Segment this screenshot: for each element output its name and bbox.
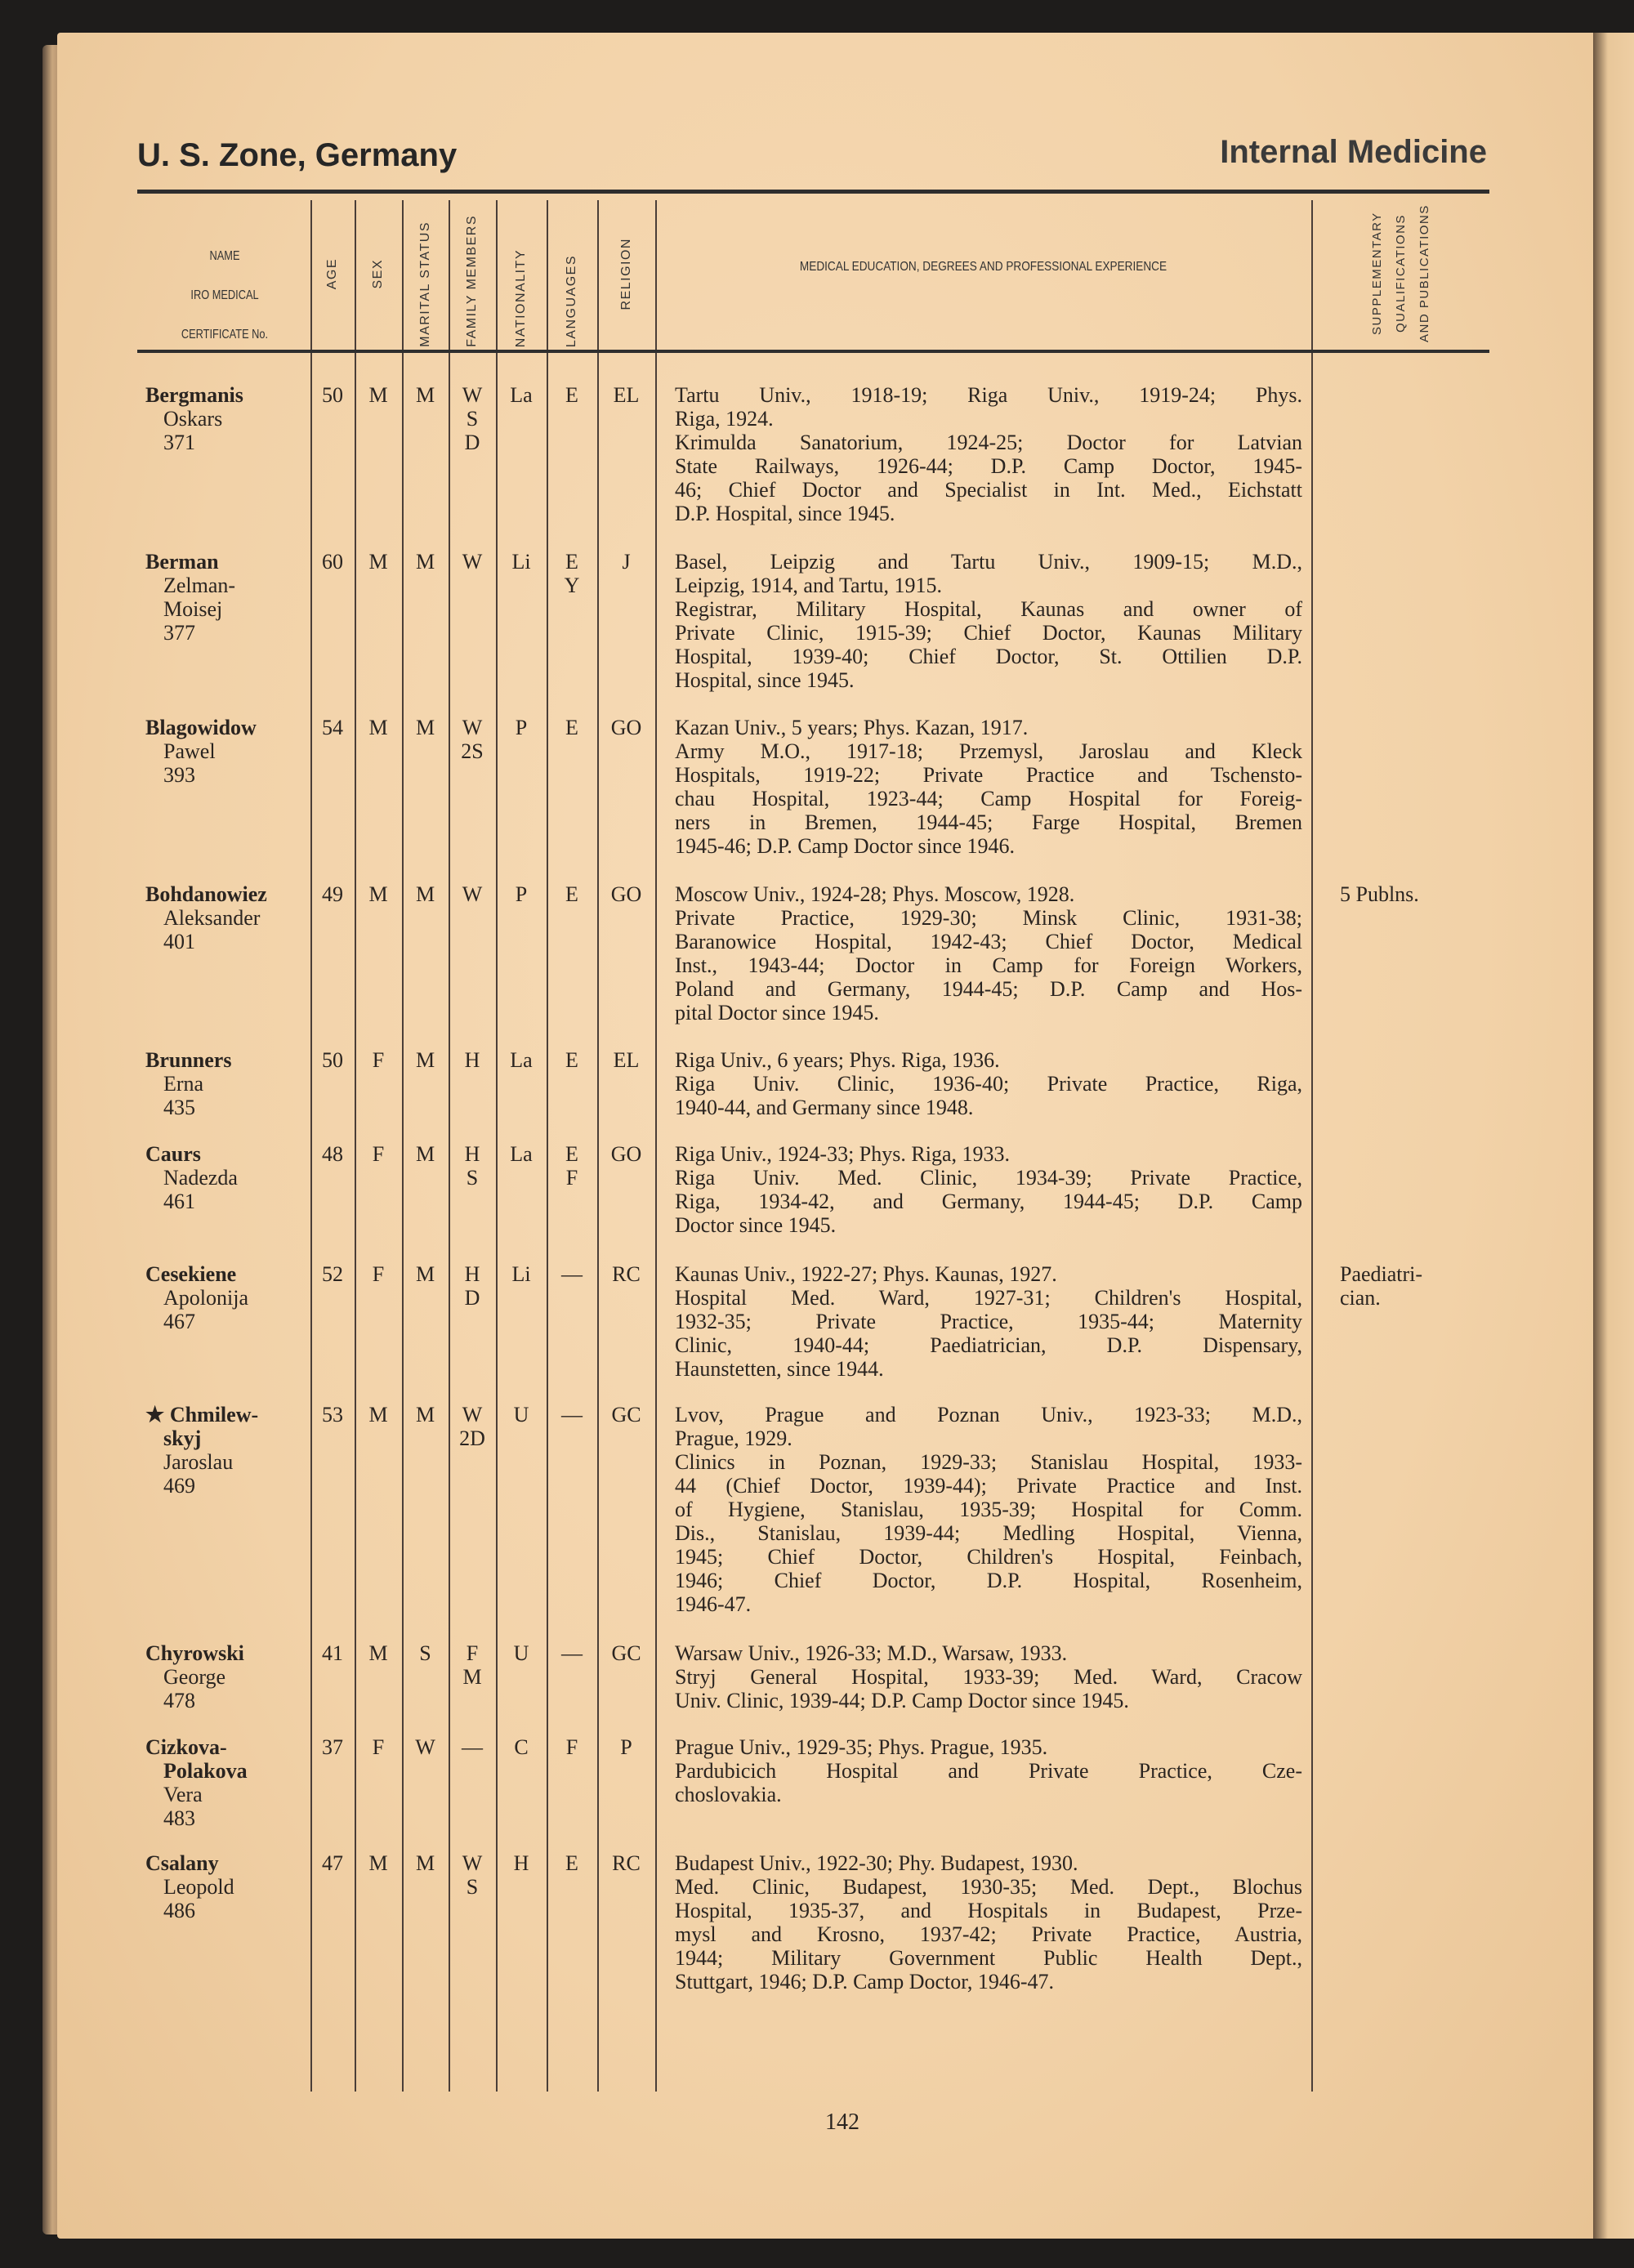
languages-cell: E bbox=[565, 882, 578, 906]
religion-cell: RC bbox=[612, 1851, 641, 1875]
family-cell: W 2D bbox=[459, 1403, 485, 1450]
age-cell: 50 bbox=[322, 383, 343, 407]
experience-line: Prague Univ., 1929-35; Phys. Prague, 1935. bbox=[675, 1735, 1048, 1759]
experience-cell bbox=[675, 1641, 1302, 1712]
name-cell bbox=[145, 550, 309, 645]
nationality-cell: P bbox=[515, 882, 528, 906]
name-cell bbox=[145, 1641, 309, 1712]
experience-cell bbox=[675, 1262, 1302, 1381]
experience-line: Stryj General Hospital, 1933-39; Med. Ward, Cracow bbox=[675, 1665, 1302, 1689]
surname-text: Brunners bbox=[145, 1048, 232, 1072]
supplementary-header bbox=[1311, 200, 1489, 347]
surname-text: skyj bbox=[163, 1426, 202, 1450]
experience-cell bbox=[675, 550, 1302, 692]
age-cell: 54 bbox=[322, 716, 343, 739]
experience-line: State Railways, 1926-44; D.P. Camp Doctor, 1945- bbox=[675, 454, 1302, 478]
name-cell bbox=[145, 1048, 309, 1119]
age-cell: 41 bbox=[322, 1641, 343, 1665]
column-rule bbox=[655, 353, 657, 2092]
certificate-number: 486 bbox=[163, 1899, 195, 1922]
age-cell: 48 bbox=[322, 1142, 343, 1166]
name-column-header bbox=[159, 237, 290, 355]
nationality-cell: H bbox=[513, 1851, 529, 1875]
surname-text: Cesekiene bbox=[145, 1262, 237, 1286]
experience-line: choslovakia. bbox=[675, 1783, 782, 1806]
marital-cell: M bbox=[415, 882, 435, 906]
column-rule bbox=[355, 353, 356, 2092]
given-name: Vera bbox=[163, 1783, 203, 1806]
certificate-number: 371 bbox=[163, 431, 195, 454]
given-name: Nadezda bbox=[163, 1166, 238, 1190]
marital-cell: S bbox=[419, 1641, 431, 1665]
experience-line: Hospital, 1935-37, and Hospitals in Budapest, Prze- bbox=[675, 1899, 1302, 1922]
given-name: Moisej bbox=[163, 597, 223, 621]
column-rule bbox=[402, 353, 404, 2092]
certificate-number: 461 bbox=[163, 1190, 195, 1213]
given-name: Aleksander bbox=[163, 906, 261, 930]
given-name: George bbox=[163, 1665, 226, 1689]
surname bbox=[145, 1262, 309, 1286]
nationality-cell: U bbox=[513, 1641, 529, 1665]
religion-cell: J bbox=[622, 550, 631, 574]
name-cell bbox=[145, 1142, 309, 1213]
column-rule bbox=[597, 200, 599, 350]
age-cell: 60 bbox=[322, 550, 343, 574]
given-name: Erna bbox=[163, 1072, 204, 1096]
experience-line: Haunstetten, since 1944. bbox=[675, 1357, 884, 1381]
surname bbox=[145, 1403, 309, 1426]
experience-line: 1945-46; D.P. Camp Doctor since 1946. bbox=[675, 834, 1015, 858]
header-bottom-rule bbox=[137, 350, 1489, 353]
surname bbox=[145, 383, 309, 407]
column-rule bbox=[1311, 353, 1313, 2092]
family-cell: H D bbox=[464, 1262, 480, 1310]
family-header-label: FAMILY MEMBERS bbox=[465, 215, 479, 347]
experience-line: Hospital, 1939-40; Chief Doctor, St. Ottilien D.P. bbox=[675, 645, 1302, 668]
religion-cell: GO bbox=[610, 1142, 642, 1166]
experience-line: Private Practice, 1929-30; Minsk Clinic, 1931-38; bbox=[675, 906, 1302, 930]
experience-line: Lvov, Prague and Poznan Univ., 1923-33; M.D., bbox=[675, 1403, 1302, 1426]
experience-line: Riga Univ. Med. Clinic, 1934-39; Private Practice, bbox=[675, 1166, 1302, 1190]
surname-text: Caurs bbox=[145, 1142, 201, 1166]
family-cell: W 2S bbox=[461, 716, 484, 763]
surname-text: Berman bbox=[145, 550, 219, 574]
column-rule bbox=[449, 200, 450, 350]
marital-cell: M bbox=[415, 1403, 435, 1426]
surname-text: Polakova bbox=[163, 1759, 248, 1783]
supplementary-cell: 5 Publns. bbox=[1340, 882, 1419, 906]
surname-text: Chmilew- bbox=[169, 1403, 259, 1426]
experience-line: Doctor since 1945. bbox=[675, 1213, 837, 1237]
religion-cell: GC bbox=[611, 1403, 641, 1426]
family-cell: H S bbox=[464, 1142, 480, 1190]
age-cell: 49 bbox=[322, 882, 343, 906]
sex-cell: M bbox=[368, 383, 388, 407]
family-cell: — bbox=[462, 1735, 483, 1759]
name-cell bbox=[145, 383, 309, 454]
name-cell bbox=[145, 1735, 309, 1830]
experience-cell bbox=[675, 882, 1302, 1025]
experience-line: Med. Clinic, Budapest, 1930-35; Med. Dept., Blochus bbox=[675, 1875, 1302, 1899]
surname bbox=[145, 1142, 309, 1166]
experience-line: 44 (Chief Doctor, 1939-44); Private Practice and Inst. bbox=[675, 1474, 1302, 1498]
religion-cell: P bbox=[620, 1735, 632, 1759]
experience-line: Warsaw Univ., 1926-33; M.D., Warsaw, 1933. bbox=[675, 1641, 1068, 1665]
experience-line: Tartu Univ., 1918-19; Riga Univ., 1919-24; Phys. bbox=[675, 383, 1302, 407]
experience-line: D.P. Hospital, since 1945. bbox=[675, 502, 895, 525]
sex-cell: F bbox=[372, 1262, 385, 1286]
certificate-number: 469 bbox=[163, 1474, 195, 1498]
sex-cell: M bbox=[368, 1403, 388, 1426]
religion-header bbox=[597, 200, 655, 347]
experience-cell bbox=[675, 383, 1302, 525]
religion-cell: GO bbox=[610, 716, 642, 739]
experience-line: Krimulda Sanatorium, 1924-25; Doctor for Latvian bbox=[675, 431, 1302, 454]
experience-line: Riga, 1924. bbox=[675, 407, 774, 431]
column-rule bbox=[449, 353, 450, 2092]
experience-line: 46; Chief Doctor and Specialist in Int. Med., Eichstatt bbox=[675, 478, 1302, 502]
experience-line: Hospital, since 1945. bbox=[675, 668, 855, 692]
languages-header-label: LANGUAGES bbox=[565, 254, 578, 347]
surname-text: Csalany bbox=[145, 1851, 219, 1875]
family-cell: W bbox=[462, 550, 483, 574]
experience-line: Kaunas Univ., 1922-27; Phys. Kaunas, 1927. bbox=[675, 1262, 1057, 1286]
family-cell: H bbox=[464, 1048, 480, 1072]
given-name: Pawel bbox=[163, 739, 216, 763]
experience-line: Dis., Stanislau, 1939-44; Medling Hospital, Vienna, bbox=[675, 1521, 1302, 1545]
facing-page-edge bbox=[1593, 33, 1634, 2239]
column-rule bbox=[310, 200, 312, 350]
marital-cell: M bbox=[415, 550, 435, 574]
religion-cell: GC bbox=[611, 1641, 641, 1665]
experience-line: Riga Univ. Clinic, 1936-40; Private Practice, Riga, bbox=[675, 1072, 1302, 1096]
certificate-number: 483 bbox=[163, 1806, 195, 1830]
languages-cell: E bbox=[565, 1048, 578, 1072]
religion-cell: EL bbox=[613, 1048, 640, 1072]
supplementary-cell: Paediatri- cian. bbox=[1340, 1262, 1423, 1310]
languages-cell: — bbox=[561, 1262, 583, 1286]
column-rule bbox=[1311, 200, 1313, 350]
experience-line: Riga, 1934-42, and Germany, 1944-45; D.P. Camp bbox=[675, 1190, 1302, 1213]
religion-header-label: RELIGION bbox=[618, 237, 633, 310]
column-rule bbox=[402, 200, 404, 350]
certificate-number: 401 bbox=[163, 930, 195, 953]
experience-line: Prague, 1929. bbox=[675, 1426, 792, 1450]
column-rule bbox=[496, 200, 498, 350]
languages-cell: F bbox=[565, 1735, 578, 1759]
experience-line: Hospital Med. Ward, 1927-31; Children's Hospital, bbox=[675, 1286, 1302, 1310]
languages-cell: — bbox=[561, 1641, 583, 1665]
nationality-cell: La bbox=[510, 1142, 533, 1166]
nationality-header-label: NATIONALITY bbox=[514, 248, 528, 347]
experience-line: 1944; Military Government Public Health Dept., bbox=[675, 1946, 1302, 1970]
family-cell: W S bbox=[462, 1851, 483, 1899]
column-rule bbox=[310, 353, 312, 2092]
experience-line: ners in Bremen, 1944-45; Farge Hospital, Bremen bbox=[675, 810, 1302, 834]
name-cell bbox=[145, 1262, 309, 1333]
family-cell: W S D bbox=[462, 383, 483, 454]
experience-cell bbox=[675, 1735, 1302, 1806]
column-rule bbox=[597, 353, 599, 2092]
languages-header bbox=[547, 200, 597, 347]
experience-line: Poland and Germany, 1944-45; D.P. Camp and Hos- bbox=[675, 977, 1302, 1001]
column-rule bbox=[547, 200, 548, 350]
running-header-right: Internal Medicine bbox=[1220, 134, 1487, 170]
experience-line: Basel, Leipzig and Tartu Univ., 1909-15; M.D., bbox=[675, 550, 1302, 574]
experience-line: mysl and Krosno, 1937-42; Private Practice, Austria, bbox=[675, 1922, 1302, 1946]
name-cell bbox=[145, 716, 309, 787]
experience-cell bbox=[675, 1851, 1302, 1993]
surname bbox=[145, 1735, 309, 1759]
experience-line: Hospitals, 1919-22; Private Practice and Tschensto- bbox=[675, 763, 1302, 787]
nationality-cell: La bbox=[510, 383, 533, 407]
experience-line: Budapest Univ., 1922-30; Phy. Budapest, 1930. bbox=[675, 1851, 1078, 1875]
certificate-number: 377 bbox=[163, 621, 195, 645]
nationality-cell: La bbox=[510, 1048, 533, 1072]
marital-header-label: MARITAL STATUS bbox=[417, 221, 432, 347]
header-line: NAME bbox=[209, 249, 240, 263]
given-name: Oskars bbox=[163, 407, 223, 431]
column-rule bbox=[355, 200, 356, 350]
marital-header bbox=[402, 200, 449, 347]
experience-line: Inst., 1943-44; Doctor in Camp for Foreign Workers, bbox=[675, 953, 1302, 977]
experience-cell bbox=[675, 1403, 1302, 1616]
column-rule bbox=[547, 353, 548, 2092]
sex-cell: F bbox=[372, 1048, 385, 1072]
marital-cell: W bbox=[415, 1735, 435, 1759]
sex-cell: M bbox=[368, 882, 388, 906]
nationality-cell: Li bbox=[511, 1262, 531, 1286]
experience-line: chau Hospital, 1923-44; Camp Hospital for Foreig- bbox=[675, 787, 1302, 810]
marital-cell: M bbox=[415, 1851, 435, 1875]
surname-text: Blagowidow bbox=[145, 716, 257, 739]
header-line: CERTIFICATE No. bbox=[181, 328, 269, 342]
age-cell: 50 bbox=[322, 1048, 343, 1072]
nationality-cell: C bbox=[514, 1735, 529, 1759]
experience-cell bbox=[675, 1048, 1302, 1119]
certificate-number: 478 bbox=[163, 1689, 195, 1712]
sex-header-label: SEX bbox=[371, 258, 385, 289]
age-header-label: AGE bbox=[325, 257, 339, 290]
surname bbox=[145, 550, 309, 574]
family-cell: F M bbox=[462, 1641, 482, 1689]
star-icon: ★ bbox=[145, 1403, 165, 1426]
languages-cell: E bbox=[565, 383, 578, 407]
marital-cell: M bbox=[415, 1142, 435, 1166]
certificate-number: 435 bbox=[163, 1096, 195, 1119]
experience-line: 1946; Chief Doctor, D.P. Hospital, Rosenheim, bbox=[675, 1569, 1302, 1592]
surname bbox=[145, 1641, 309, 1665]
experience-line: 1946-47. bbox=[675, 1592, 752, 1616]
sex-header bbox=[355, 200, 402, 347]
experience-line: 1945; Chief Doctor, Children's Hospital, Feinbach, bbox=[675, 1545, 1302, 1569]
religion-cell: EL bbox=[613, 383, 640, 407]
languages-cell: E Y bbox=[564, 550, 580, 597]
sex-cell: M bbox=[368, 1851, 388, 1875]
languages-cell: — bbox=[561, 1403, 583, 1426]
supplementary-header-label: SUPPLEMENTARY QUALIFICATIONS AND PUBLICATIONS bbox=[1369, 204, 1431, 343]
name-cell bbox=[145, 1403, 309, 1498]
experience-line: 1940-44, and Germany since 1948. bbox=[675, 1096, 974, 1119]
experience-cell bbox=[675, 716, 1302, 858]
religion-cell: RC bbox=[612, 1262, 641, 1286]
experience-line: pital Doctor since 1945. bbox=[675, 1001, 879, 1025]
experience-line: Moscow Univ., 1924-28; Phys. Moscow, 1928. bbox=[675, 882, 1075, 906]
marital-cell: M bbox=[415, 383, 435, 407]
given-name: Zelman- bbox=[163, 574, 236, 597]
experience-line: Riga Univ., 1924-33; Phys. Riga, 1933. bbox=[675, 1142, 1010, 1166]
surname bbox=[145, 882, 309, 906]
age-cell: 37 bbox=[322, 1735, 343, 1759]
surname-text: Cizkova- bbox=[145, 1735, 227, 1759]
surname-text: Chyrowski bbox=[145, 1641, 244, 1665]
languages-cell: E bbox=[565, 716, 578, 739]
marital-cell: M bbox=[415, 716, 435, 739]
header-line: IRO MEDICAL bbox=[190, 288, 259, 302]
certificate-number: 467 bbox=[163, 1310, 195, 1333]
surname-text: Bergmanis bbox=[145, 383, 243, 407]
age-cell: 47 bbox=[322, 1851, 343, 1875]
surname bbox=[145, 716, 309, 739]
experience-line: Private Clinic, 1915-39; Chief Doctor, Kaunas Military bbox=[675, 621, 1302, 645]
given-name: Leopold bbox=[163, 1875, 234, 1899]
age-cell: 52 bbox=[322, 1262, 343, 1286]
nationality-header bbox=[496, 200, 547, 347]
certificate-number: 393 bbox=[163, 763, 195, 787]
experience-line: Clinic, 1940-44; Paediatrician, D.P. Dispensary, bbox=[675, 1333, 1302, 1357]
family-cell: W bbox=[462, 882, 483, 906]
given-name: Apolonija bbox=[163, 1286, 248, 1310]
experience-cell bbox=[675, 1142, 1302, 1237]
experience-line: Baranowice Hospital, 1942-43; Chief Doctor, Medical bbox=[675, 930, 1302, 953]
sex-cell: M bbox=[368, 716, 388, 739]
experience-line: Univ. Clinic, 1939-44; D.P. Camp Doctor since 1945. bbox=[675, 1689, 1129, 1712]
sex-cell: F bbox=[372, 1735, 385, 1759]
surname-text: Bohdanowiez bbox=[145, 882, 267, 906]
experience-line: Stuttgart, 1946; D.P. Camp Doctor, 1946-47. bbox=[675, 1970, 1055, 1993]
running-header-left: U. S. Zone, Germany bbox=[137, 137, 458, 173]
experience-line: 1932-35; Private Practice, 1935-44; Maternity bbox=[675, 1310, 1302, 1333]
experience-header: MEDICAL EDUCATION, DEGREES AND PROFESSIONAL EXPERIENCE bbox=[799, 260, 1167, 274]
experience-line: Pardubicich Hospital and Private Practice, Cze- bbox=[675, 1759, 1302, 1783]
experience-line: Leipzig, 1914, and Tartu, 1915. bbox=[675, 574, 942, 597]
experience-line: Riga Univ., 6 years; Phys. Riga, 1936. bbox=[675, 1048, 1000, 1072]
name-cell bbox=[145, 1851, 309, 1922]
languages-cell: E F bbox=[565, 1142, 578, 1190]
languages-cell: E bbox=[565, 1851, 578, 1875]
nationality-cell: U bbox=[513, 1403, 529, 1426]
top-rule bbox=[137, 190, 1489, 194]
religion-cell: GO bbox=[610, 882, 642, 906]
marital-cell: M bbox=[415, 1262, 435, 1286]
sex-cell: F bbox=[372, 1142, 385, 1166]
surname bbox=[145, 1426, 309, 1450]
page-number: 142 bbox=[825, 2110, 859, 2135]
column-rule bbox=[496, 353, 498, 2092]
surname bbox=[145, 1851, 309, 1875]
nationality-cell: Li bbox=[511, 550, 531, 574]
experience-line: Clinics in Poznan, 1929-33; Stanislau Hospital, 1933- bbox=[675, 1450, 1302, 1474]
family-header bbox=[449, 200, 496, 347]
column-rule bbox=[655, 200, 657, 350]
experience-line: of Hygiene, Stanislau, 1935-39; Hospital for Comm. bbox=[675, 1498, 1302, 1521]
surname bbox=[145, 1048, 309, 1072]
name-cell bbox=[145, 882, 309, 953]
marital-cell: M bbox=[415, 1048, 435, 1072]
given-name: Jaroslau bbox=[163, 1450, 234, 1474]
sex-cell: M bbox=[368, 550, 388, 574]
age-header bbox=[310, 200, 355, 347]
surname bbox=[145, 1759, 309, 1783]
age-cell: 53 bbox=[322, 1403, 343, 1426]
experience-line: Army M.O., 1917-18; Przemysl, Jaroslau and Kleck bbox=[675, 739, 1302, 763]
experience-line: Registrar, Military Hospital, Kaunas and owner of bbox=[675, 597, 1302, 621]
sex-cell: M bbox=[368, 1641, 388, 1665]
experience-line: Kazan Univ., 5 years; Phys. Kazan, 1917. bbox=[675, 716, 1029, 739]
nationality-cell: P bbox=[515, 716, 528, 739]
